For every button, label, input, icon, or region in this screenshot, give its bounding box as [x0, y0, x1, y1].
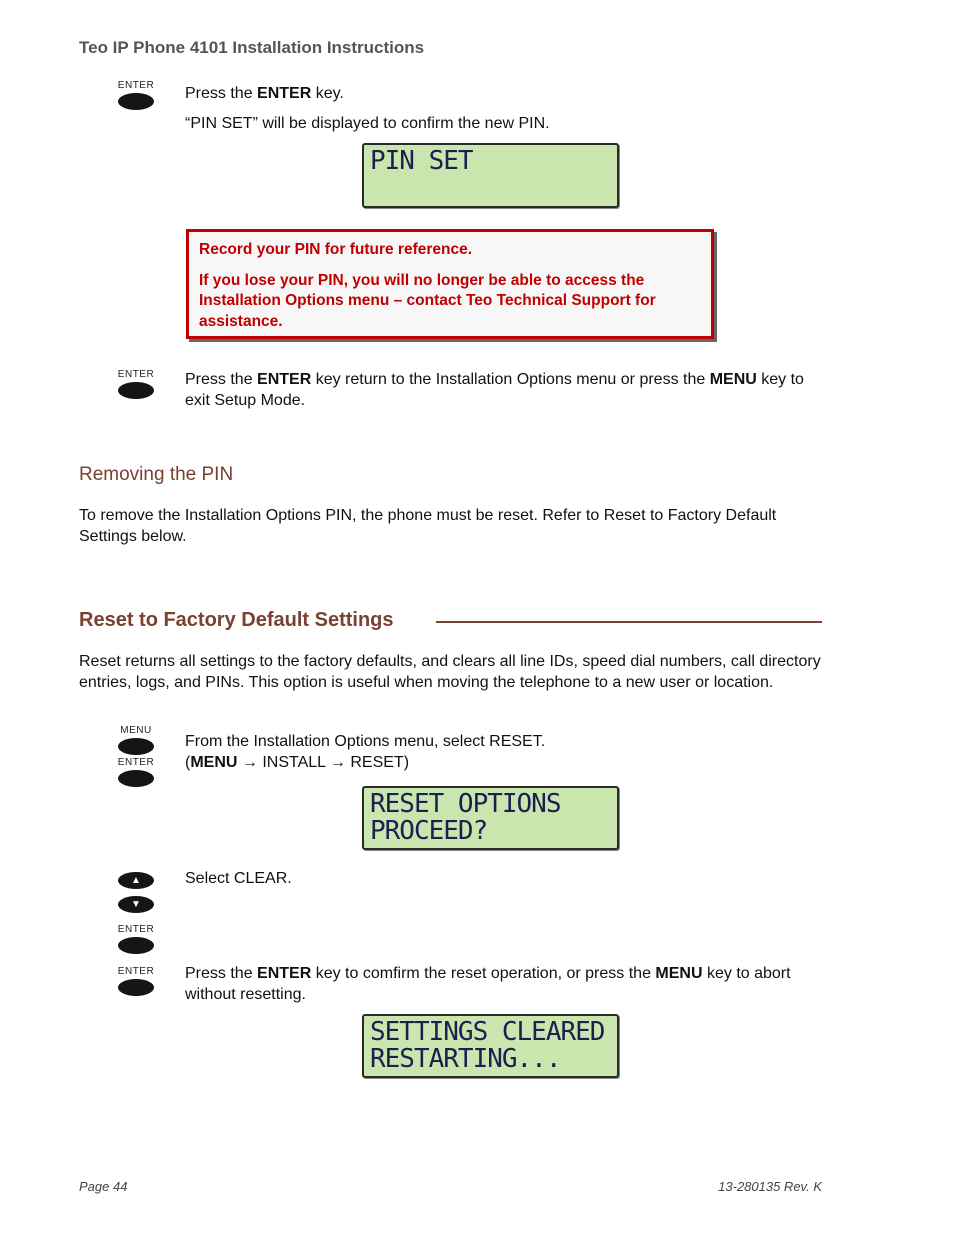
step-confirm-reset: Press the ENTER key to comfirm the reset operation, or press the MENU key to abort without resetting. [185, 965, 791, 1003]
warning-line-2: If you lose your PIN, you will no longer be able to access the Installation Options menu – contact Teo Technical Support for assistance. [199, 271, 656, 330]
step-return-or-exit: Press the ENTER key return to the Installation Options menu or press the MENU key to exit Setup Mode. [185, 371, 804, 409]
lcd-display-reset-options: RESET OPTIONS PROCEED? [362, 786, 619, 850]
lcd-display-pin-set: PIN SET [362, 143, 619, 208]
footer-page-number: Page 44 [79, 1179, 128, 1194]
step-select-reset: From the Installation Options menu, select RESET. (MENU → INSTALL → RESET) [185, 733, 546, 771]
step-select-clear: Select CLEAR. [185, 870, 292, 887]
reset-section-heading: Reset to Factory Default Settings [79, 609, 394, 631]
enter-key-icon: ENTER [116, 966, 156, 996]
up-arrow-key-icon: ▲ [116, 871, 156, 889]
reset-section-body: Reset returns all settings to the factory defaults, and clears all line IDs, speed dial numbers, call directory entries, logs, and PINs. This option is useful when moving the telephone to a new user or location. [79, 653, 821, 691]
warning-line-1: Record your PIN for future reference. [199, 241, 473, 258]
enter-key-icon: ENTER [116, 924, 156, 954]
down-arrow-key-icon: ▼ [116, 895, 156, 913]
lcd-display-settings-cleared: SETTINGS CLEARED RESTARTING... [362, 1014, 619, 1078]
step-pin-set-note: “PIN SET” will be displayed to confirm the new PIN. [185, 115, 550, 132]
warning-box [186, 229, 714, 339]
enter-key-icon: ENTER [116, 80, 156, 110]
removing-pin-body: To remove the Installation Options PIN, the phone must be reset. Refer to Reset to Factory Default Settings below. [79, 507, 777, 545]
footer-doc-number: 13-280135 Rev. K [718, 1179, 822, 1194]
enter-key-icon: ENTER [116, 369, 156, 399]
section-divider [436, 621, 822, 623]
enter-key-icon: ENTER [116, 757, 156, 787]
step-press-enter: Press the ENTER key. [185, 85, 344, 102]
menu-key-icon: MENU [116, 725, 156, 755]
removing-pin-heading: Removing the PIN [79, 464, 234, 485]
page-header-title: Teo IP Phone 4101 Installation Instructions [79, 38, 425, 57]
